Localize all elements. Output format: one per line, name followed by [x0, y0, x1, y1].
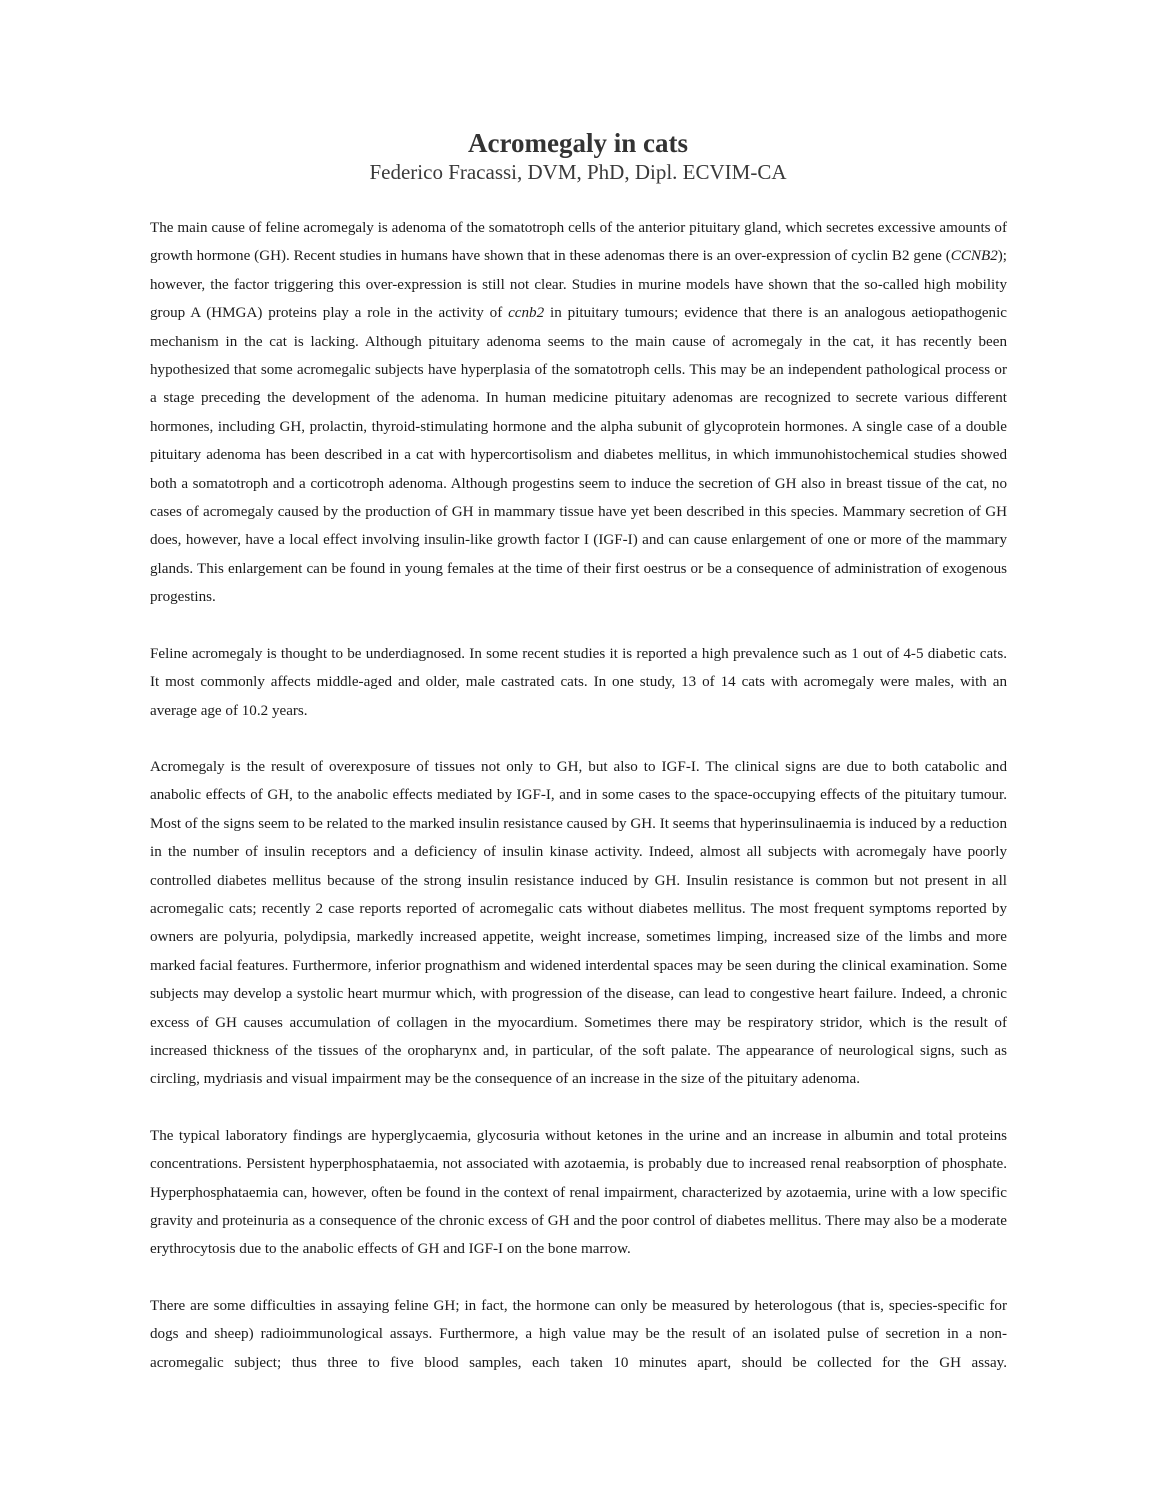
paragraph-gh-assay: There are some difficulties in assaying feline GH; in fact, the hormone can only be measured by heterologous (that is, species-specific for dogs and sheep) radioimmunological assays. Furthermore, a high value may be the result of an isolated pulse of secretion in a non-acromegalic subject; thus three to five blood samples, each taken 10 minutes apart, should be collected for the GH assay. [150, 1297, 1007, 1371]
document-title: Acromegaly in cats [468, 128, 688, 158]
text-segment: in pituitary tumours; evidence that there is an analogous aetiopathogenic mechanism in the cat is lacking. Although pituitary adenoma seems to the main cause of acromegaly in the cat, it has recently been hypothesized that some acromegalic subjects have hyperplasia of the somatotroph cells. This may be an independent pathological process or a stage preceding the development of the adenoma. In human medicine pituitary adenomas are recognized to secrete various different hormones, including GH, prolactin, thyroid-stimulating hormone and the alpha subunit of glycoprotein hormones. A single case of a double pituitary adenoma has been described in a cat with hypercortisolism and diabetes mellitus, in which immunohistochemical studies showed both a somatotroph and a corticotroph adenoma. Although progestins seem to induce the secretion of GH also in breast tissue of the cat, no cases of acromegaly caused by the production of GH in mammary tissue have yet been described in this species. Mammary secretion of GH does, however, have a local effect involving insulin-like growth factor I (IGF-I) and can cause enlargement of one or more of the mammary glands. This enlargement can be found in young females at the time of their first oestrus or be a consequence of administration of exogenous progestins. [150, 305, 1007, 606]
document-body [150, 214, 1007, 1405]
text-segment: ); however, the factor triggering this over-expression is still not clear. Studies in murine models have shown that the so-called high mobility group A (HMGA) proteins play a role in the activity of [150, 248, 1007, 322]
gene-name-italic: ccnb2 [508, 305, 545, 322]
paragraph-epidemiology: Feline acromegaly is thought to be underdiagnosed. In some recent studies it is reported a high prevalence such as 1 out of 4-5 diabetic cats. It most commonly affects middle-aged and older, male castrated cats. In one study, 13 of 14 cats with acromegaly were males, with an average age of 10.2 years. [150, 645, 1007, 719]
gene-name-italic: CCNB2 [950, 248, 998, 265]
paragraph-etiology [150, 214, 1007, 612]
paragraph-laboratory-findings: The typical laboratory findings are hyperglycaemia, glycosuria without ketones in the urine and an increase in albumin and total proteins concentrations. Persistent hyperphosphataemia, not associated with azotaemia, is probably due to increased renal reabsorption of phosphate. Hyperphosphataemia can, however, often be found in the context of renal impairment, characterized by azotaemia, urine with a low specific gravity and proteinuria as a consequence of the chronic excess of GH and the poor control of diabetes mellitus. There may also be a moderate erythrocytosis due to the anabolic effects of GH and IGF-I on the bone marrow. [150, 1127, 1007, 1258]
document-author: Federico Fracassi, DVM, PhD, Dipl. ECVIM-CA [369, 160, 787, 184]
paragraph-clinical-signs: Acromegaly is the result of overexposure of tissues not only to GH, but also to IGF-I. The clinical signs are due to both catabolic and anabolic effects of GH, to the anabolic effects mediated by IGF-I, and in some cases to the space-occupying effects of the pituitary tumour. Most of the signs seem to be related to the marked insulin resistance caused by GH. It seems that hyperinsulinaemia is induced by a reduction in the number of insulin receptors and a deficiency of insulin kinase activity. Indeed, almost all subjects with acromegaly have poorly controlled diabetes mellitus because of the strong insulin resistance induced by GH. Insulin resistance is common but not present in all acromegalic cats; recently 2 case reports reported of acromegalic cats without diabetes mellitus. The most frequent symptoms reported by owners are polyuria, polydipsia, markedly increased appetite, weight increase, sometimes limping, increased size of the limbs and more marked facial features. Furthermore, inferior prognathism and widened interdental spaces may be seen during the clinical examination. Some subjects may develop a systolic heart murmur which, with progression of the disease, can lead to congestive heart failure. Indeed, a chronic excess of GH causes accumulation of collagen in the myocardium. Sometimes there may be respiratory stridor, which is the result of increased thickness of the tissues of the oropharynx and, in particular, of the soft palate. The appearance of neurological signs, such as circling, mydriasis and visual impairment may be the consequence of an increase in the size of the pituitary adenoma. [150, 758, 1007, 1088]
text-segment: The main cause of feline acromegaly is adenoma of the somatotroph cells of the anterior pituitary gland, which secretes excessive amounts of growth hormone (GH). Recent studies in humans have shown that in these adenomas there is an over-expression of cyclin B2 gene ( [150, 220, 1007, 265]
